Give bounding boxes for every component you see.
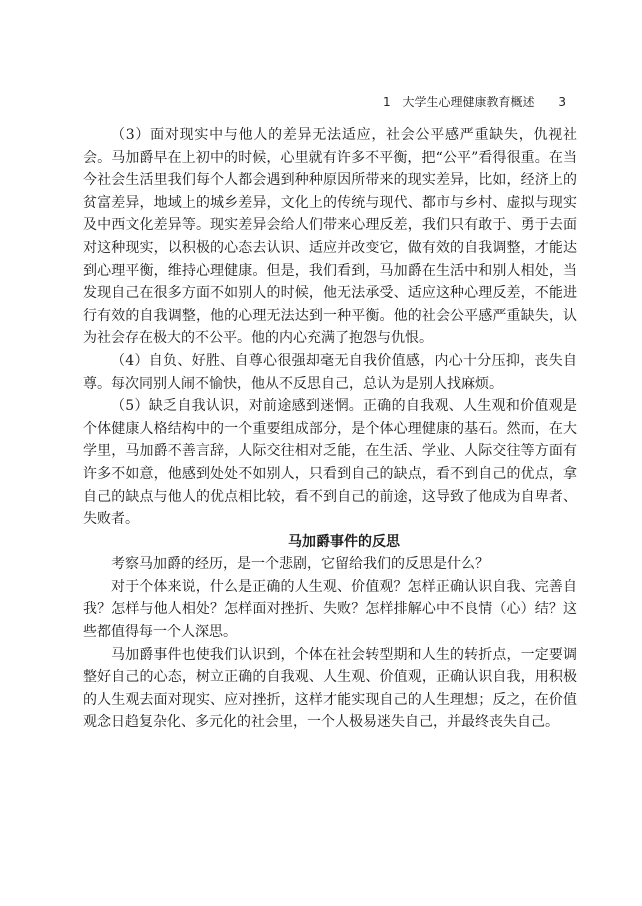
paragraph-item-3: （3）面对现实中与他人的差异无法适应，社会公平感严重缺失，仇视社会。马加爵早在上初中的时候，心里就有许多不平衡，把“公平”看得很重。在当今社会生活里我们每个人都会遇到种种原因所带来的现实差异，比如，经济上的贫富差异，地域上的城乡差异，文化上的传统与现代、都市与乡村、虚拟与现实及中西文化差异等。现实差异会给人们带来心理反差，我们只有敢于、勇于去面对这种现实，以积极的心态去认识、适应并改变它，做有效的自我调整，才能达到心理平衡，维持心理健康。但是，我们看到，马加爵在生活中和别人相处，当发现自己在很多方面不如别人的时候，他无法承受、适应这种心理反差，不能进行有效的自我调整，他的心理无法达到一种平衡。他的社会公平感严重缺失，认为社会存在极大的不公平。他的内心充满了抱怨与仇恨。 xyxy=(83,127,577,347)
paragraph-reflection-questions: 对于个体来说，什么是正确的人生观、价值观？怎样正确认识自我、完善自我？怎样与他人相处？怎样面对挫折、失败？怎样排解心中不良情（心）结？这些都值得每一个人深思。 xyxy=(83,578,577,641)
paragraph-item-4: （4）自负、好胜、自尊心很强却毫无自我价值感，内心十分压抑，丧失自尊。每次同别人闹不愉快，他从不反思自己，总认为是别人找麻烦。 xyxy=(83,352,577,392)
section-heading: 马加爵事件的反思 xyxy=(288,533,400,550)
paragraph-item-5: （5）缺乏自我认识，对前途感到迷惘。正确的自我观、人生观和价值观是个体健康人格结构中的一个重要组成部分，是个体心理健康的基石。然而，在大学里，马加爵不善言辞，人际交往相对乏能，在生活、学业、人际交往等方面有许多不如意，他感到处处不如别人，只看到自己的缺点，看不到自己的优点，拿自己的缺点与他人的优点相比较，看不到自己的前途，这导致了他成为自卑者、失败者。 xyxy=(83,398,577,528)
page-number: 3 xyxy=(558,95,566,109)
paragraph-reflection-intro: 考察马加爵的经历，是一个悲剧，它留给我们的反思是什么？ xyxy=(111,556,489,573)
page-body xyxy=(83,124,577,734)
chapter-title: 大学生心理健康教育概述 xyxy=(402,95,535,109)
paragraph-reflection-conclusion: 马加爵事件也使我们认识到，个体在社会转型期和人生的转折点，一定要调整好自己的心态，树立正确的自我观、人生观、价值观，正确认识自我，用积极的人生观去面对现实、应对挫折，这样才能实现自己的人生理想；反之，在价值观念日趋复杂化、多元化的社会里，一个人极易迷失自己，并最终丧失自己。 xyxy=(83,646,577,731)
chapter-number: 1 xyxy=(383,95,391,109)
running-header xyxy=(383,93,566,110)
